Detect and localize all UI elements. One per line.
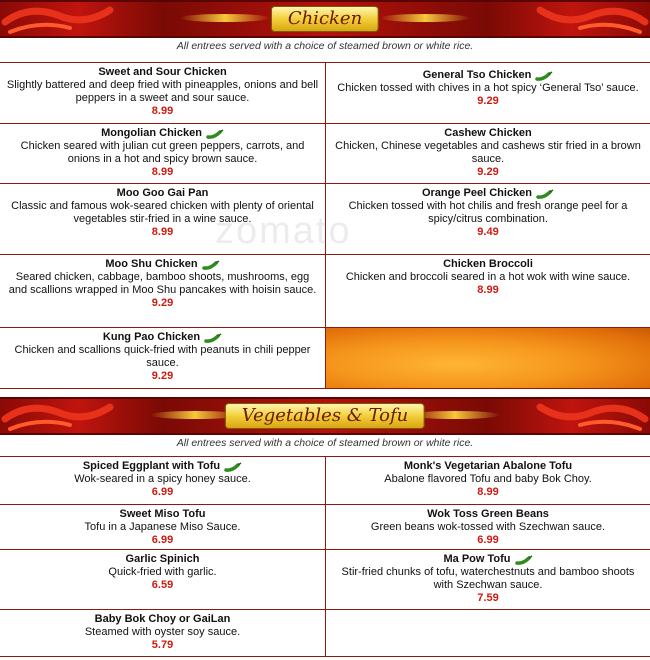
item-name: Sweet and Sour Chicken [98, 66, 227, 78]
item-description: Green beans wok-tossed with Szechwan sauce. [370, 521, 606, 533]
item-price: 8.99 [477, 486, 499, 498]
section-title: Chicken [271, 6, 379, 32]
menu-item [0, 505, 325, 549]
menu-item [325, 124, 650, 183]
menu-row [0, 63, 650, 124]
menu-row [0, 505, 650, 550]
chili-pepper-icon [536, 189, 554, 199]
menu-item [325, 505, 650, 549]
menu-row [0, 550, 650, 610]
menu-item [325, 550, 650, 609]
orange-filler-panel [325, 328, 650, 388]
chili-decoration-icon [530, 399, 650, 433]
item-name-wrap [103, 331, 222, 344]
item-name: Garlic Spinich [125, 553, 200, 565]
item-description: Quick-fried with garlic. [108, 566, 217, 578]
watermark: zomato [215, 210, 352, 252]
item-price: 6.99 [151, 534, 174, 546]
item-name: General Tso Chicken [422, 69, 532, 81]
item-price: 6.59 [151, 579, 174, 591]
item-name: Ma Pow Tofu [443, 553, 511, 565]
menu-item [0, 610, 325, 656]
section-banner-vegetables [0, 397, 650, 435]
menu-item [0, 255, 325, 327]
chili-pepper-icon [515, 555, 533, 565]
menu-item [325, 255, 650, 327]
chili-decoration-icon [0, 2, 120, 36]
item-name: Monk's Vegetarian Abalone Tofu [403, 460, 573, 472]
item-price: 9.29 [151, 370, 174, 382]
item-name: Mongolian Chicken [101, 127, 202, 139]
item-name: Cashew Chicken [444, 127, 532, 139]
item-price: 9.29 [477, 166, 499, 178]
menu-item [325, 457, 650, 504]
item-name-wrap [101, 127, 224, 140]
chili-pepper-icon [206, 129, 224, 139]
item-description: Steamed with oyster soy sauce. [84, 626, 241, 638]
item-description: Chicken and scallions quick-fried with peanuts in chili pepper sauce. [14, 344, 311, 369]
menu-item [325, 63, 650, 123]
item-price: 6.99 [151, 486, 174, 498]
menu-row [0, 255, 650, 328]
item-price: 8.99 [151, 105, 174, 117]
item-price: 9.29 [477, 95, 499, 107]
item-price: 7.59 [477, 592, 499, 604]
item-name-wrap [422, 187, 554, 200]
item-name: Moo Shu Chicken [105, 258, 198, 270]
item-description: Chicken tossed with chives in a hot spicy ‘General Tso’ sauce. [337, 82, 639, 94]
item-description: Chicken seared with julian cut green peppers, carrots, and onions in a hot and spicy brown sauce. [20, 140, 305, 165]
item-name: Kung Pao Chicken [102, 331, 201, 343]
menu-item [325, 184, 650, 254]
section-banner-chicken [0, 0, 650, 38]
item-description: Seared chicken, cabbage, bamboo shoots, mushrooms, egg and scallions wrapped in Moo Shu pancakes with hoisin sauce. [8, 271, 317, 296]
item-description: Stir-fried chunks of tofu, waterchestnuts and bamboo shoots with Szechwan sauce. [341, 566, 635, 591]
item-price: 8.99 [151, 226, 174, 238]
menu-item [0, 457, 325, 504]
menu-row [0, 457, 650, 505]
item-price: 5.79 [151, 639, 174, 651]
menu-row [0, 124, 650, 184]
menu-item [0, 63, 325, 123]
item-name: Spiced Eggplant with Tofu [82, 460, 221, 472]
item-price: 8.99 [151, 166, 174, 178]
item-name: Wok Toss Green Beans [427, 508, 549, 520]
section-title: Vegetables & Tofu [225, 403, 425, 429]
item-description: Wok-seared in a spicy honey sauce. [74, 473, 251, 485]
item-description: Chicken, Chinese vegetables and cashews stir fried in a brown sauce. [335, 140, 641, 165]
menu-row [0, 328, 650, 389]
item-name-wrap [105, 258, 219, 271]
item-description: Tofu in a Japanese Miso Sauce. [84, 521, 241, 533]
chili-decoration-icon [530, 2, 650, 36]
item-price: 9.29 [151, 297, 174, 309]
item-description: Abalone flavored Tofu and baby Bok Choy. [384, 473, 592, 485]
chili-pepper-icon [535, 71, 553, 81]
item-price: 8.99 [477, 284, 499, 296]
item-name: Baby Bok Choy or GaiLan [94, 613, 231, 625]
swoosh-left-decoration [180, 14, 270, 22]
menu-grid-vegetables [0, 456, 650, 657]
item-price: 6.99 [477, 534, 499, 546]
menu-item [0, 124, 325, 183]
chili-pepper-icon [202, 260, 220, 270]
swoosh-right-decoration [380, 14, 470, 22]
item-name: Moo Goo Gai Pan [116, 187, 209, 199]
item-name: Sweet Miso Tofu [119, 508, 206, 520]
empty-cell [325, 610, 650, 656]
rice-note: All entrees served with a choice of steamed brown or white rice. [176, 437, 474, 449]
item-price: 9.49 [477, 226, 499, 238]
item-description: Chicken and broccoli seared in a hot wok with wine sauce. [345, 271, 631, 283]
chili-pepper-icon [224, 462, 242, 472]
item-name: Orange Peel Chicken [421, 187, 533, 199]
item-description: Slightly battered and deep fried with pineapples, onions and bell peppers in a sweet and sour sauce. [6, 79, 319, 104]
item-description: Classic and famous wok-seared chicken with plenty of oriental vegetables stir-fried in a wine sauce. [11, 200, 314, 225]
item-name-wrap [83, 460, 242, 473]
menu-item [0, 550, 325, 609]
rice-note: All entrees served with a choice of steamed brown or white rice. [176, 40, 474, 52]
item-name-wrap [443, 553, 532, 566]
chili-decoration-icon [0, 399, 120, 433]
item-description: Chicken tossed with hot chilis and fresh orange peel for a spicy/citrus combination. [348, 200, 628, 225]
item-name: Chicken Broccoli [443, 258, 533, 270]
menu-row [0, 610, 650, 657]
chili-pepper-icon [204, 333, 222, 343]
item-name-wrap [423, 69, 554, 82]
menu-item [0, 328, 325, 388]
